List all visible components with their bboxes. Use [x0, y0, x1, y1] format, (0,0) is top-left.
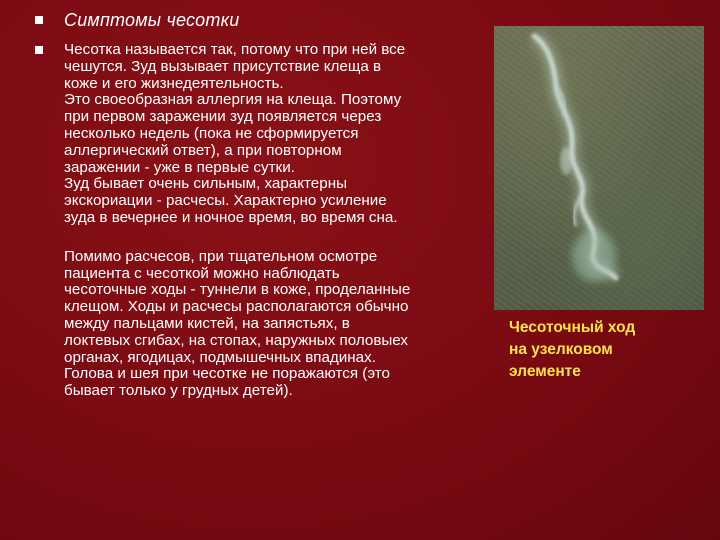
burrow-illustration: [494, 26, 704, 310]
burrow-photo: [494, 26, 704, 310]
title-bullet-icon: [35, 16, 43, 24]
paragraph-symptoms: Чесотка называется так, потому что при ней все чешутся. Зуд вызывает присутствие клеща в коже и его жизнедеятельность. Это своеобразная аллергия на клеща. Поэтому при первом заражении зуд появляется через несколько недель (пока не сформируется аллергический ответ), а при повторном заражении - уже в первые сутки. Зуд бывает очень сильным, характерны экскориации - расчесы. Характерно усиление зуда в вечернее и ночное время, во время сна.: [64, 41, 406, 226]
slide-title: Симптомы чесотки: [64, 10, 240, 30]
paragraph-burrows: Помимо расчесов, при тщательном осмотре пациента с чесоткой можно наблюдать чесоточные ходы - туннели в коже, проделанные клещом. Ходы и расчесы располагаются обычно между пальцами кистей, на запястьях, в локтевых сгибах, на стопах, наружных половыех органах, ягодицах, подмышечных впадинах. Голова и шея при чесотке не поражаются (это бывает только у грудных детей).: [64, 247, 411, 400]
photo-caption: Чесоточный ход на узелковом элементе: [509, 319, 636, 380]
slide-body: [64, 42, 484, 400]
body-bullet-icon: [35, 46, 43, 54]
